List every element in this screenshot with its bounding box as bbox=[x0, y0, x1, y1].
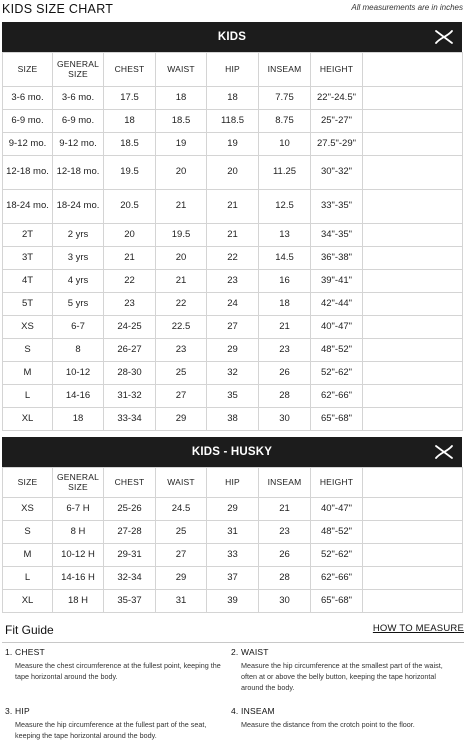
guide-text: Measure the hip circumference at the smallest part of the waist, often at or above the belly button, keeping the tape horizontal around the body. bbox=[241, 661, 443, 693]
general-size-cell: 6-9 mo. bbox=[53, 110, 104, 133]
inseam-cell: 23 bbox=[259, 521, 311, 544]
general-size-cell: 12-18 mo. bbox=[53, 156, 104, 190]
empty-cell bbox=[363, 567, 463, 590]
waist-cell: 18 bbox=[156, 87, 207, 110]
empty-cell bbox=[363, 110, 463, 133]
inseam-cell: 14.5 bbox=[259, 247, 311, 270]
hip-cell: 31 bbox=[207, 521, 259, 544]
inseam-cell: 26 bbox=[259, 362, 311, 385]
chest-cell: 24-25 bbox=[104, 316, 156, 339]
chest-cell: 31-32 bbox=[104, 385, 156, 408]
inseam-cell: 28 bbox=[259, 567, 311, 590]
general-size-cell: 18 bbox=[53, 408, 104, 431]
chest-cell: 27-28 bbox=[104, 521, 156, 544]
column-header-chest: CHEST bbox=[104, 468, 156, 498]
hip-cell: 37 bbox=[207, 567, 259, 590]
chest-cell: 19.5 bbox=[104, 156, 156, 190]
empty-cell bbox=[363, 408, 463, 431]
how-to-measure-link[interactable]: HOW TO MEASURE bbox=[372, 623, 464, 634]
guide-heading: 1. CHEST bbox=[5, 647, 45, 657]
inseam-cell: 7.75 bbox=[259, 87, 311, 110]
size-cell: 6-9 mo. bbox=[3, 110, 53, 133]
general-size-cell: 5 yrs bbox=[53, 293, 104, 316]
size-cell: 2T bbox=[3, 224, 53, 247]
height-cell: 42"-44" bbox=[311, 293, 363, 316]
column-header-general-size: GENERAL SIZE bbox=[53, 468, 104, 498]
chest-cell: 20.5 bbox=[104, 190, 156, 224]
empty-cell bbox=[363, 53, 463, 87]
height-cell: 40"-47" bbox=[311, 316, 363, 339]
height-cell: 65"-68" bbox=[311, 590, 363, 613]
measurement-note: All measurements are in inches bbox=[351, 3, 463, 12]
general-size-cell: 10-12 H bbox=[53, 544, 104, 567]
table-row bbox=[3, 385, 463, 408]
kids-table-banner bbox=[2, 22, 462, 52]
table-row bbox=[3, 190, 463, 224]
waist-cell: 19 bbox=[156, 133, 207, 156]
size-cell: 9-12 mo. bbox=[3, 133, 53, 156]
empty-cell bbox=[363, 293, 463, 316]
chest-cell: 17.5 bbox=[104, 87, 156, 110]
height-cell: 36"-38" bbox=[311, 247, 363, 270]
waist-cell: 22.5 bbox=[156, 316, 207, 339]
empty-cell bbox=[363, 362, 463, 385]
empty-cell bbox=[363, 133, 463, 156]
hip-cell: 18 bbox=[207, 87, 259, 110]
column-header-size: SIZE bbox=[3, 53, 53, 87]
empty-cell bbox=[363, 339, 463, 362]
table-row bbox=[3, 590, 463, 613]
table-row bbox=[3, 362, 463, 385]
waist-cell: 19.5 bbox=[156, 224, 207, 247]
table-row bbox=[3, 498, 463, 521]
chest-cell: 28-30 bbox=[104, 362, 156, 385]
chest-cell: 32-34 bbox=[104, 567, 156, 590]
general-size-cell: 3 yrs bbox=[53, 247, 104, 270]
inseam-cell: 28 bbox=[259, 385, 311, 408]
inseam-cell: 21 bbox=[259, 316, 311, 339]
hip-cell: 20 bbox=[207, 156, 259, 190]
size-cell: 18-24 mo. bbox=[3, 190, 53, 224]
waist-cell: 21 bbox=[156, 270, 207, 293]
kids-table-title: KIDS bbox=[217, 31, 247, 43]
size-cell: S bbox=[3, 521, 53, 544]
hip-cell: 27 bbox=[207, 316, 259, 339]
column-header-hip: HIP bbox=[207, 468, 259, 498]
height-cell: 52"-62" bbox=[311, 544, 363, 567]
hip-cell: 38 bbox=[207, 408, 259, 431]
inseam-cell: 16 bbox=[259, 270, 311, 293]
table-row bbox=[3, 87, 463, 110]
height-cell: 22"-24.5" bbox=[311, 87, 363, 110]
hip-cell: 19 bbox=[207, 133, 259, 156]
divider bbox=[2, 642, 464, 643]
guide-item-hip bbox=[5, 706, 230, 741]
waist-cell: 18.5 bbox=[156, 110, 207, 133]
chest-cell: 26-27 bbox=[104, 339, 156, 362]
size-cell: XL bbox=[3, 590, 53, 613]
table-row bbox=[3, 544, 463, 567]
table-row bbox=[3, 521, 463, 544]
husky-size-table bbox=[2, 437, 462, 613]
chest-cell: 35-37 bbox=[104, 590, 156, 613]
chest-cell: 29-31 bbox=[104, 544, 156, 567]
table-row bbox=[3, 156, 463, 190]
general-size-cell: 3-6 mo. bbox=[53, 87, 104, 110]
hip-cell: 118.5 bbox=[207, 110, 259, 133]
general-size-cell: 2 yrs bbox=[53, 224, 104, 247]
hip-cell: 29 bbox=[207, 498, 259, 521]
general-size-cell: 8 bbox=[53, 339, 104, 362]
empty-cell bbox=[363, 247, 463, 270]
size-cell: 12-18 mo. bbox=[3, 156, 53, 190]
inseam-cell: 26 bbox=[259, 544, 311, 567]
column-header-inseam: INSEAM bbox=[259, 53, 311, 87]
height-cell: 27.5"-29" bbox=[311, 133, 363, 156]
table-row bbox=[3, 110, 463, 133]
hip-cell: 29 bbox=[207, 339, 259, 362]
inseam-cell: 30 bbox=[259, 590, 311, 613]
size-cell: XL bbox=[3, 408, 53, 431]
waist-cell: 20 bbox=[156, 247, 207, 270]
general-size-cell: 4 yrs bbox=[53, 270, 104, 293]
waist-cell: 20 bbox=[156, 156, 207, 190]
height-cell: 39"-41" bbox=[311, 270, 363, 293]
guide-text: Measure the distance from the crotch point to the floor. bbox=[241, 720, 415, 729]
guide-item-inseam bbox=[231, 706, 456, 730]
hip-cell: 32 bbox=[207, 362, 259, 385]
table-row bbox=[3, 316, 463, 339]
size-cell: M bbox=[3, 544, 53, 567]
waist-cell: 25 bbox=[156, 362, 207, 385]
column-header-size: SIZE bbox=[3, 468, 53, 498]
height-cell: 30"-32" bbox=[311, 156, 363, 190]
inseam-cell: 8.75 bbox=[259, 110, 311, 133]
table-row bbox=[3, 224, 463, 247]
column-header-inseam: INSEAM bbox=[259, 468, 311, 498]
chest-cell: 33-34 bbox=[104, 408, 156, 431]
guide-heading: 3. HIP bbox=[5, 706, 30, 716]
size-cell: XS bbox=[3, 498, 53, 521]
waist-cell: 21 bbox=[156, 190, 207, 224]
table-row bbox=[3, 567, 463, 590]
general-size-cell: 6-7 H bbox=[53, 498, 104, 521]
page-title: KIDS SIZE CHART bbox=[2, 2, 114, 16]
height-cell: 48"-52" bbox=[311, 521, 363, 544]
column-header-waist: WAIST bbox=[156, 53, 207, 87]
hip-cell: 23 bbox=[207, 270, 259, 293]
general-size-cell: 6-7 bbox=[53, 316, 104, 339]
column-header-chest: CHEST bbox=[104, 53, 156, 87]
table-row bbox=[3, 293, 463, 316]
empty-cell bbox=[363, 270, 463, 293]
waist-cell: 25 bbox=[156, 521, 207, 544]
height-cell: 33"-35" bbox=[311, 190, 363, 224]
size-cell: 3-6 mo. bbox=[3, 87, 53, 110]
husky-header-row bbox=[3, 468, 463, 498]
inseam-cell: 13 bbox=[259, 224, 311, 247]
kids-header-row bbox=[3, 53, 463, 87]
column-header-height: HEIGHT bbox=[311, 468, 363, 498]
inseam-cell: 18 bbox=[259, 293, 311, 316]
waist-cell: 27 bbox=[156, 544, 207, 567]
inseam-cell: 30 bbox=[259, 408, 311, 431]
size-cell: 3T bbox=[3, 247, 53, 270]
size-cell: 4T bbox=[3, 270, 53, 293]
size-cell: L bbox=[3, 385, 53, 408]
hip-cell: 39 bbox=[207, 590, 259, 613]
guide-heading: 2. WAIST bbox=[231, 647, 269, 657]
size-cell: S bbox=[3, 339, 53, 362]
chest-cell: 18 bbox=[104, 110, 156, 133]
guide-heading: 4. INSEAM bbox=[231, 706, 275, 716]
empty-cell bbox=[363, 498, 463, 521]
brand-logo-icon bbox=[434, 27, 454, 47]
waist-cell: 31 bbox=[156, 590, 207, 613]
empty-cell bbox=[363, 544, 463, 567]
guide-text: Measure the chest circumference at the fullest point, keeping the tape horizontal around the body. bbox=[15, 661, 221, 682]
hip-cell: 21 bbox=[207, 190, 259, 224]
height-cell: 62"-66" bbox=[311, 385, 363, 408]
brand-logo-icon bbox=[434, 442, 454, 462]
husky-table-grid bbox=[2, 467, 463, 613]
waist-cell: 24.5 bbox=[156, 498, 207, 521]
size-cell: M bbox=[3, 362, 53, 385]
empty-cell bbox=[363, 224, 463, 247]
table-row bbox=[3, 247, 463, 270]
general-size-cell: 9-12 mo. bbox=[53, 133, 104, 156]
height-cell: 65"-68" bbox=[311, 408, 363, 431]
table-row bbox=[3, 270, 463, 293]
husky-table-title: KIDS - HUSKY bbox=[191, 446, 273, 458]
kids-table-grid bbox=[2, 52, 463, 431]
table-row bbox=[3, 339, 463, 362]
inseam-cell: 10 bbox=[259, 133, 311, 156]
page-header bbox=[0, 0, 465, 20]
column-header-general-size: GENERAL SIZE bbox=[53, 53, 104, 87]
column-header-height: HEIGHT bbox=[311, 53, 363, 87]
column-header-waist: WAIST bbox=[156, 468, 207, 498]
general-size-cell: 14-16 H bbox=[53, 567, 104, 590]
inseam-cell: 23 bbox=[259, 339, 311, 362]
empty-cell bbox=[363, 316, 463, 339]
general-size-cell: 10-12 bbox=[53, 362, 104, 385]
hip-cell: 33 bbox=[207, 544, 259, 567]
height-cell: 52"-62" bbox=[311, 362, 363, 385]
hip-cell: 24 bbox=[207, 293, 259, 316]
guide-item-waist bbox=[231, 647, 456, 693]
height-cell: 40"-47" bbox=[311, 498, 363, 521]
empty-cell bbox=[363, 590, 463, 613]
table-row bbox=[3, 408, 463, 431]
height-cell: 34"-35" bbox=[311, 224, 363, 247]
chest-cell: 25-26 bbox=[104, 498, 156, 521]
chest-cell: 23 bbox=[104, 293, 156, 316]
general-size-cell: 18-24 mo. bbox=[53, 190, 104, 224]
hip-cell: 35 bbox=[207, 385, 259, 408]
empty-cell bbox=[363, 521, 463, 544]
kids-size-table bbox=[2, 22, 462, 431]
inseam-cell: 21 bbox=[259, 498, 311, 521]
height-cell: 48"-52" bbox=[311, 339, 363, 362]
chest-cell: 20 bbox=[104, 224, 156, 247]
waist-cell: 23 bbox=[156, 339, 207, 362]
chest-cell: 18.5 bbox=[104, 133, 156, 156]
size-cell: 5T bbox=[3, 293, 53, 316]
size-cell: L bbox=[3, 567, 53, 590]
fit-guide-title: Fit Guide bbox=[5, 623, 54, 637]
column-header-hip: HIP bbox=[207, 53, 259, 87]
inseam-cell: 12.5 bbox=[259, 190, 311, 224]
general-size-cell: 8 H bbox=[53, 521, 104, 544]
waist-cell: 29 bbox=[156, 567, 207, 590]
chest-cell: 22 bbox=[104, 270, 156, 293]
height-cell: 25"-27" bbox=[311, 110, 363, 133]
empty-cell bbox=[363, 156, 463, 190]
empty-cell bbox=[363, 87, 463, 110]
table-row bbox=[3, 133, 463, 156]
hip-cell: 22 bbox=[207, 247, 259, 270]
height-cell: 62"-66" bbox=[311, 567, 363, 590]
size-cell: XS bbox=[3, 316, 53, 339]
husky-table-banner bbox=[2, 437, 462, 467]
general-size-cell: 18 H bbox=[53, 590, 104, 613]
waist-cell: 22 bbox=[156, 293, 207, 316]
waist-cell: 29 bbox=[156, 408, 207, 431]
waist-cell: 27 bbox=[156, 385, 207, 408]
empty-cell bbox=[363, 190, 463, 224]
inseam-cell: 11.25 bbox=[259, 156, 311, 190]
general-size-cell: 14-16 bbox=[53, 385, 104, 408]
guide-item-chest bbox=[5, 647, 230, 682]
empty-cell bbox=[363, 385, 463, 408]
empty-cell bbox=[363, 468, 463, 498]
chest-cell: 21 bbox=[104, 247, 156, 270]
hip-cell: 21 bbox=[207, 224, 259, 247]
guide-text: Measure the hip circumference at the fullest part of the seat, keeping the tape horizontal around the body. bbox=[15, 720, 207, 741]
